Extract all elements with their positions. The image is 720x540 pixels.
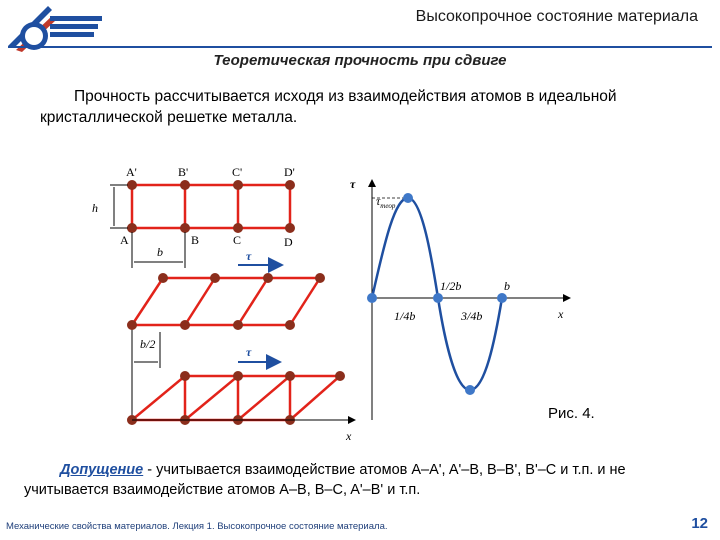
- footer-text: Механические свойства материалов. Лекция 1. Высокопрочное состояние материала.: [6, 521, 388, 532]
- atom-label-d: D: [284, 235, 293, 249]
- tick-quarter-b: 1/4b: [394, 309, 416, 323]
- atom-label-a: A: [120, 233, 129, 247]
- atom-label-c-prime: C': [232, 165, 243, 179]
- page-number: 12: [691, 515, 708, 532]
- tick-three-quarter-b: 3/4b: [461, 309, 483, 323]
- ideal-lattice: [110, 180, 295, 268]
- figure-caption: Рис. 4.: [548, 405, 595, 422]
- slide-subtitle: Теоретическая прочность при сдвиге: [213, 52, 507, 69]
- tau-max-label: $\tau_{теор}$: [376, 194, 396, 210]
- stress-displacement-graph: [367, 180, 570, 420]
- atom-label-a-prime: A': [126, 165, 137, 179]
- shear-stress-label-2: τ: [246, 345, 252, 359]
- graph-x-axis-label: x: [558, 307, 564, 321]
- atom-label-d-prime: D': [284, 165, 295, 179]
- shear-stress-label-1: τ: [246, 249, 252, 263]
- atom-label-b-prime: B': [178, 165, 189, 179]
- assumption-text: - учитывается взаимодействие атомов A–A', A'–B, B–B', B'–C и т.п. и не учитывается взаимодействие атомов A–B, B–C, A'–B' и т.п.: [24, 462, 626, 498]
- header-title: Высокопрочное состояние материала: [415, 8, 698, 25]
- spacing-label: b: [157, 245, 163, 259]
- tick-b: b: [504, 279, 510, 293]
- assumption-lead: Допущение: [60, 462, 144, 478]
- assumption-paragraph: [24, 460, 704, 500]
- intro-paragraph: Прочность рассчитывается исходя из взаимодействия атомов в идеальной кристаллической решетке металла.: [40, 88, 617, 126]
- tick-half-b: 1/2b: [440, 279, 462, 293]
- sheared-lattice-full: [127, 371, 355, 425]
- graph-y-axis-label: τ: [350, 177, 356, 191]
- atom-label-c: C: [233, 233, 242, 247]
- half-spacing-label: b/2: [140, 337, 156, 351]
- lattice-x-axis-label: x: [346, 429, 352, 443]
- height-label: h: [92, 201, 98, 215]
- atom-label-b: B: [191, 233, 200, 247]
